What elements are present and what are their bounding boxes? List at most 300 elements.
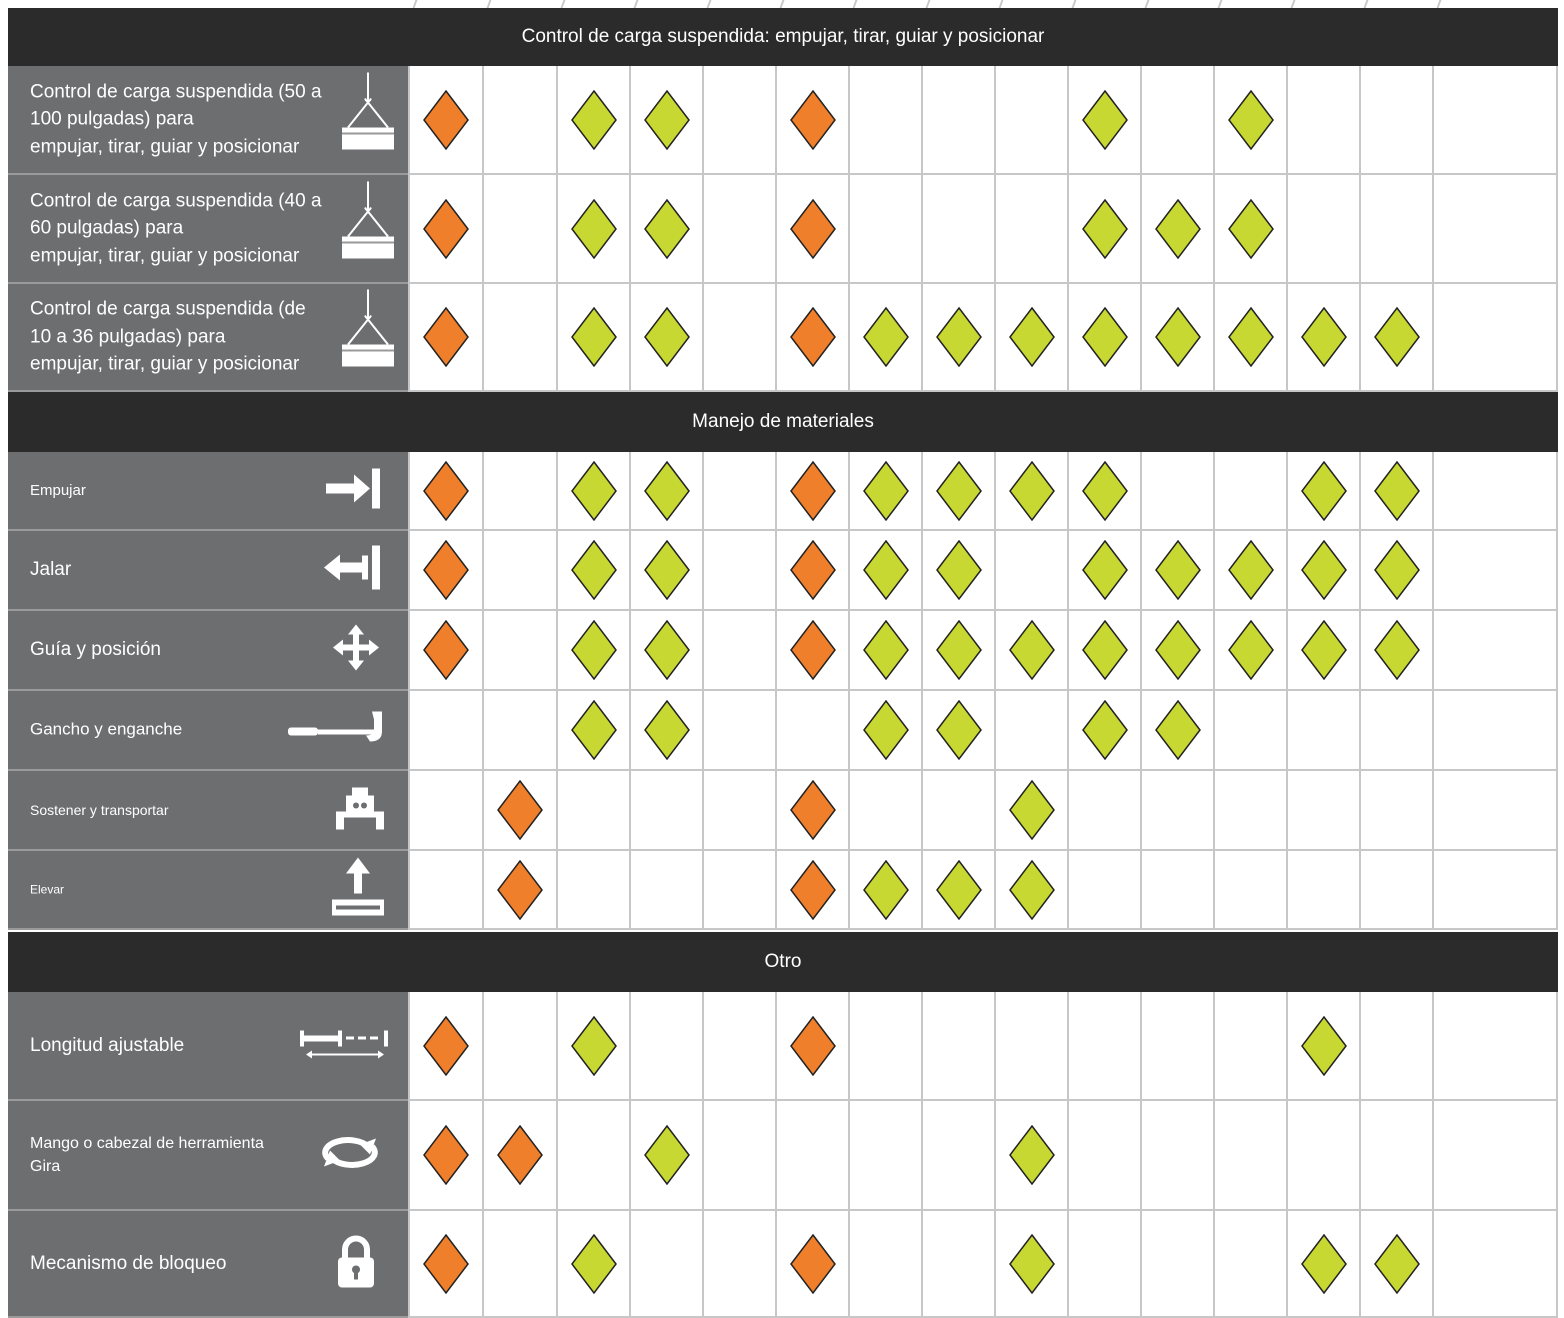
table-cell <box>408 531 482 611</box>
column-tick <box>413 0 418 8</box>
orange-diamond-icon <box>790 860 836 920</box>
table-cell <box>1359 691 1432 771</box>
table-cell <box>1140 452 1213 531</box>
green-diamond-icon <box>1009 860 1055 920</box>
column-tick <box>853 0 858 8</box>
green-diamond-icon <box>1374 307 1420 367</box>
row-label-text: Guía y posición <box>30 639 161 661</box>
green-diamond-icon <box>863 620 909 680</box>
row-label <box>8 1101 408 1211</box>
table-cell <box>408 1101 482 1211</box>
orange-diamond-icon <box>423 1234 469 1294</box>
move-icon <box>333 625 379 676</box>
table-cell <box>921 531 994 611</box>
green-diamond-icon <box>644 307 690 367</box>
table-cell <box>994 992 1067 1101</box>
table-cell <box>994 1101 1067 1211</box>
orange-diamond-icon <box>790 307 836 367</box>
orange-diamond-icon <box>790 199 836 259</box>
orange-diamond-icon <box>790 620 836 680</box>
table-cell <box>556 611 629 691</box>
table-cell <box>556 1101 629 1211</box>
table-cell <box>702 1101 775 1211</box>
table-cell <box>1359 284 1432 392</box>
table-cell <box>1286 284 1359 392</box>
green-diamond-icon <box>1155 620 1201 680</box>
suspended-load-icon <box>338 181 398 276</box>
orange-diamond-icon <box>790 1016 836 1076</box>
push-icon <box>324 468 384 513</box>
table-cell <box>629 1211 702 1318</box>
table-cell <box>1432 1101 1558 1211</box>
table-cell <box>408 284 482 392</box>
green-diamond-icon <box>1228 307 1274 367</box>
table-cell <box>1140 1101 1213 1211</box>
table-cell <box>482 1211 556 1318</box>
table-cell <box>1067 1101 1140 1211</box>
table-cell <box>1286 611 1359 691</box>
table-cell <box>629 531 702 611</box>
table-cell <box>629 284 702 392</box>
column-tick <box>1145 0 1150 8</box>
table-cell <box>556 66 629 175</box>
row-label <box>8 175 408 284</box>
table-cell <box>1213 851 1286 930</box>
table-cell <box>775 175 848 284</box>
orange-diamond-icon <box>423 620 469 680</box>
green-diamond-icon <box>1374 1234 1420 1294</box>
green-diamond-icon <box>1155 700 1201 760</box>
table-cell <box>482 611 556 691</box>
table-cell <box>482 452 556 531</box>
green-diamond-icon <box>936 620 982 680</box>
table-cell <box>921 66 994 175</box>
table-cell <box>556 284 629 392</box>
table-cell <box>775 851 848 930</box>
table-cell <box>556 1211 629 1318</box>
table-cell <box>921 284 994 392</box>
table-cell <box>482 691 556 771</box>
orange-diamond-icon <box>423 461 469 521</box>
table-cell <box>556 851 629 930</box>
table-cell <box>629 175 702 284</box>
table-cell <box>848 452 921 531</box>
green-diamond-icon <box>644 199 690 259</box>
table-cell <box>1359 66 1432 175</box>
column-tick <box>999 0 1004 8</box>
green-diamond-icon <box>571 540 617 600</box>
table-cell <box>1067 66 1140 175</box>
table-cell <box>1286 1211 1359 1318</box>
table-cell <box>1359 452 1432 531</box>
rotate-icon <box>320 1133 380 1178</box>
table-cell <box>556 452 629 531</box>
table-cell <box>921 611 994 691</box>
table-cell <box>482 175 556 284</box>
green-diamond-icon <box>1155 307 1201 367</box>
table-cell <box>1067 992 1140 1101</box>
table-cell <box>848 992 921 1101</box>
green-diamond-icon <box>644 540 690 600</box>
table-cell <box>408 66 482 175</box>
column-tick <box>487 0 492 8</box>
green-diamond-icon <box>863 860 909 920</box>
row-label-text: Elevar <box>30 881 65 896</box>
green-diamond-icon <box>644 1125 690 1185</box>
green-diamond-icon <box>1082 461 1128 521</box>
table-cell <box>629 1101 702 1211</box>
table-cell <box>1432 992 1558 1101</box>
table-cell <box>1067 691 1140 771</box>
table-cell <box>775 531 848 611</box>
table-cell <box>1432 1211 1558 1318</box>
row-label <box>8 531 408 611</box>
green-diamond-icon <box>1228 199 1274 259</box>
table-cell <box>1432 771 1558 851</box>
table-cell <box>1213 1211 1286 1318</box>
table-cell <box>702 284 775 392</box>
table-cell <box>1140 611 1213 691</box>
table-cell <box>1213 771 1286 851</box>
table-cell <box>775 992 848 1101</box>
table-cell <box>994 175 1067 284</box>
table-cell <box>482 531 556 611</box>
green-diamond-icon <box>863 700 909 760</box>
table-cell <box>629 66 702 175</box>
table-cell <box>1140 284 1213 392</box>
table-cell <box>1067 175 1140 284</box>
row-label <box>8 851 408 930</box>
green-diamond-icon <box>863 540 909 600</box>
green-diamond-icon <box>1374 461 1420 521</box>
row-label <box>8 611 408 691</box>
table-cell <box>1213 611 1286 691</box>
table-cell <box>775 1101 848 1211</box>
table-cell <box>702 851 775 930</box>
column-tick <box>561 0 566 8</box>
table-cell <box>1432 452 1558 531</box>
pull-icon <box>322 546 382 595</box>
table-cell <box>629 851 702 930</box>
orange-diamond-icon <box>497 780 543 840</box>
table-cell <box>921 1101 994 1211</box>
green-diamond-icon <box>571 199 617 259</box>
green-diamond-icon <box>1009 1234 1055 1294</box>
table-cell <box>994 771 1067 851</box>
orange-diamond-icon <box>497 1125 543 1185</box>
table-cell <box>1140 691 1213 771</box>
table-cell <box>408 691 482 771</box>
table-cell <box>1140 531 1213 611</box>
row-label-text: Empujar <box>30 481 86 499</box>
column-tick <box>1437 0 1442 8</box>
green-diamond-icon <box>1374 620 1420 680</box>
table-cell <box>1359 1211 1432 1318</box>
green-diamond-icon <box>1301 1016 1347 1076</box>
table-cell <box>629 771 702 851</box>
green-diamond-icon <box>936 700 982 760</box>
table-cell <box>629 691 702 771</box>
green-diamond-icon <box>863 461 909 521</box>
column-tick <box>634 0 639 8</box>
table-cell <box>1432 284 1558 392</box>
table-cell <box>775 66 848 175</box>
table-cell <box>1213 452 1286 531</box>
table-cell <box>556 175 629 284</box>
green-diamond-icon <box>1009 620 1055 680</box>
green-diamond-icon <box>571 620 617 680</box>
row-label <box>8 1211 408 1318</box>
table-cell <box>408 1211 482 1318</box>
table-cell <box>702 992 775 1101</box>
table-cell <box>848 1211 921 1318</box>
table-cell <box>1067 531 1140 611</box>
table-cell <box>1286 691 1359 771</box>
section-header: Otro <box>8 932 1558 992</box>
green-diamond-icon <box>1301 540 1347 600</box>
table-cell <box>921 771 994 851</box>
table-cell <box>702 452 775 531</box>
table-cell <box>482 851 556 930</box>
table-cell <box>848 771 921 851</box>
table-cell <box>1359 771 1432 851</box>
orange-diamond-icon <box>790 780 836 840</box>
table-cell <box>1067 851 1140 930</box>
table-cell <box>848 691 921 771</box>
green-diamond-icon <box>1082 620 1128 680</box>
table-cell <box>1213 175 1286 284</box>
row-label <box>8 452 408 531</box>
table-cell <box>1067 611 1140 691</box>
table-cell <box>1359 175 1432 284</box>
table-cell <box>1359 531 1432 611</box>
table-cell <box>408 452 482 531</box>
orange-diamond-icon <box>423 1125 469 1185</box>
table-cell <box>921 1211 994 1318</box>
orange-diamond-icon <box>790 1234 836 1294</box>
table-cell <box>775 611 848 691</box>
orange-diamond-icon <box>423 199 469 259</box>
table-cell <box>408 771 482 851</box>
table-cell <box>994 611 1067 691</box>
green-diamond-icon <box>644 461 690 521</box>
green-diamond-icon <box>1301 461 1347 521</box>
table-cell <box>1286 851 1359 930</box>
table-cell <box>629 992 702 1101</box>
table-cell <box>702 691 775 771</box>
table-cell <box>556 992 629 1101</box>
table-cell <box>1432 531 1558 611</box>
table-cell <box>994 66 1067 175</box>
table-cell <box>848 611 921 691</box>
table-cell <box>408 175 482 284</box>
column-tick <box>926 0 931 8</box>
table-cell <box>702 66 775 175</box>
table-cell <box>1286 531 1359 611</box>
row-label-text: Control de carga suspendida (50 a 100 pulgadas) para empujar, tirar, guiar y posicionar <box>30 81 322 158</box>
table-cell <box>1286 452 1359 531</box>
column-tick <box>780 0 785 8</box>
green-diamond-icon <box>644 90 690 150</box>
table-cell <box>1213 992 1286 1101</box>
column-tick <box>1072 0 1077 8</box>
hook-icon <box>288 710 388 751</box>
table-cell <box>556 531 629 611</box>
column-tick <box>1291 0 1296 8</box>
green-diamond-icon <box>1155 199 1201 259</box>
green-diamond-icon <box>863 307 909 367</box>
orange-diamond-icon <box>423 307 469 367</box>
green-diamond-icon <box>1228 90 1274 150</box>
table-cell <box>1067 284 1140 392</box>
section-header: Control de carga suspendida: empujar, tirar, guiar y posicionar <box>8 8 1558 66</box>
row-label <box>8 691 408 771</box>
row-label-text: Mecanismo de bloqueo <box>30 1252 227 1274</box>
table-cell <box>994 851 1067 930</box>
table-cell <box>775 771 848 851</box>
table-cell <box>702 531 775 611</box>
table-cell <box>702 771 775 851</box>
table-cell <box>1432 691 1558 771</box>
column-tick <box>1218 0 1223 8</box>
adjustable-length-icon <box>300 1026 390 1065</box>
table-cell <box>848 1101 921 1211</box>
table-cell <box>1067 771 1140 851</box>
green-diamond-icon <box>1082 540 1128 600</box>
table-cell <box>1286 771 1359 851</box>
green-diamond-icon <box>1009 780 1055 840</box>
table-cell <box>1140 771 1213 851</box>
table-cell <box>1432 66 1558 175</box>
table-cell <box>1359 851 1432 930</box>
table-cell <box>1432 175 1558 284</box>
table-cell <box>994 1211 1067 1318</box>
green-diamond-icon <box>1155 540 1201 600</box>
table-cell <box>408 851 482 930</box>
table-cell <box>775 452 848 531</box>
table-cell <box>1213 1101 1286 1211</box>
table-cell <box>556 691 629 771</box>
table-cell <box>408 992 482 1101</box>
table-cell <box>556 771 629 851</box>
table-cell <box>482 1101 556 1211</box>
green-diamond-icon <box>936 307 982 367</box>
table-cell <box>1067 1211 1140 1318</box>
table-cell <box>702 611 775 691</box>
table-cell <box>629 611 702 691</box>
column-tick <box>707 0 712 8</box>
green-diamond-icon <box>571 461 617 521</box>
green-diamond-icon <box>1009 1125 1055 1185</box>
suspended-load-icon <box>338 72 398 167</box>
table-cell <box>482 284 556 392</box>
table-cell <box>775 691 848 771</box>
table-cell <box>994 284 1067 392</box>
orange-diamond-icon <box>423 1016 469 1076</box>
green-diamond-icon <box>644 620 690 680</box>
green-diamond-icon <box>571 1234 617 1294</box>
table-cell <box>1359 1101 1432 1211</box>
row-label-text: Sostener y transportar <box>30 801 169 818</box>
table-cell <box>848 175 921 284</box>
orange-diamond-icon <box>423 90 469 150</box>
green-diamond-icon <box>1082 90 1128 150</box>
table-cell <box>1213 284 1286 392</box>
table-cell <box>702 1211 775 1318</box>
table-cell <box>482 771 556 851</box>
table-cell <box>848 851 921 930</box>
green-diamond-icon <box>1374 540 1420 600</box>
row-label-text: Control de carga suspendida (de 10 a 36 pulgadas) para empujar, tirar, guiar y posicionar <box>30 298 306 375</box>
row-label-text: Longitud ajustable <box>30 1034 185 1056</box>
row-label <box>8 992 408 1101</box>
table-cell <box>1140 175 1213 284</box>
row-label-text: Jalar <box>30 559 72 581</box>
table-cell <box>848 66 921 175</box>
table-cell <box>848 284 921 392</box>
orange-diamond-icon <box>790 90 836 150</box>
table-cell <box>629 452 702 531</box>
green-diamond-icon <box>936 461 982 521</box>
table-cell <box>921 851 994 930</box>
green-diamond-icon <box>571 700 617 760</box>
green-diamond-icon <box>1082 307 1128 367</box>
green-diamond-icon <box>571 90 617 150</box>
green-diamond-icon <box>1009 307 1055 367</box>
hold-carry-icon <box>330 786 390 835</box>
table-cell <box>775 1211 848 1318</box>
green-diamond-icon <box>571 307 617 367</box>
green-diamond-icon <box>1301 307 1347 367</box>
table-cell <box>921 175 994 284</box>
table-cell <box>1359 992 1432 1101</box>
table-cell <box>1140 66 1213 175</box>
table-cell <box>1140 992 1213 1101</box>
table-cell <box>1432 611 1558 691</box>
row-label <box>8 284 408 392</box>
green-diamond-icon <box>1082 700 1128 760</box>
table-cell <box>1140 851 1213 930</box>
green-diamond-icon <box>644 700 690 760</box>
table-cell <box>921 992 994 1101</box>
table-cell <box>1432 851 1558 930</box>
section-header: Manejo de materiales <box>8 392 1558 452</box>
row-label <box>8 66 408 175</box>
suspended-load-icon <box>338 290 398 385</box>
green-diamond-icon <box>1301 620 1347 680</box>
table-cell <box>408 611 482 691</box>
table-cell <box>1286 175 1359 284</box>
table-cell <box>921 452 994 531</box>
table-cell <box>994 691 1067 771</box>
table-cell <box>1140 1211 1213 1318</box>
green-diamond-icon <box>936 540 982 600</box>
table-cell <box>1213 691 1286 771</box>
lift-icon <box>328 857 388 922</box>
orange-diamond-icon <box>423 540 469 600</box>
row-label-text: Gancho y enganche <box>30 719 183 739</box>
orange-diamond-icon <box>790 461 836 521</box>
table-cell <box>921 691 994 771</box>
green-diamond-icon <box>1228 540 1274 600</box>
column-tick <box>1364 0 1369 8</box>
table-cell <box>1286 992 1359 1101</box>
row-label-text: Mango o cabezal de herramienta Gira <box>30 1134 264 1175</box>
table-cell <box>482 66 556 175</box>
green-diamond-icon <box>1301 1234 1347 1294</box>
orange-diamond-icon <box>790 540 836 600</box>
orange-diamond-icon <box>497 860 543 920</box>
